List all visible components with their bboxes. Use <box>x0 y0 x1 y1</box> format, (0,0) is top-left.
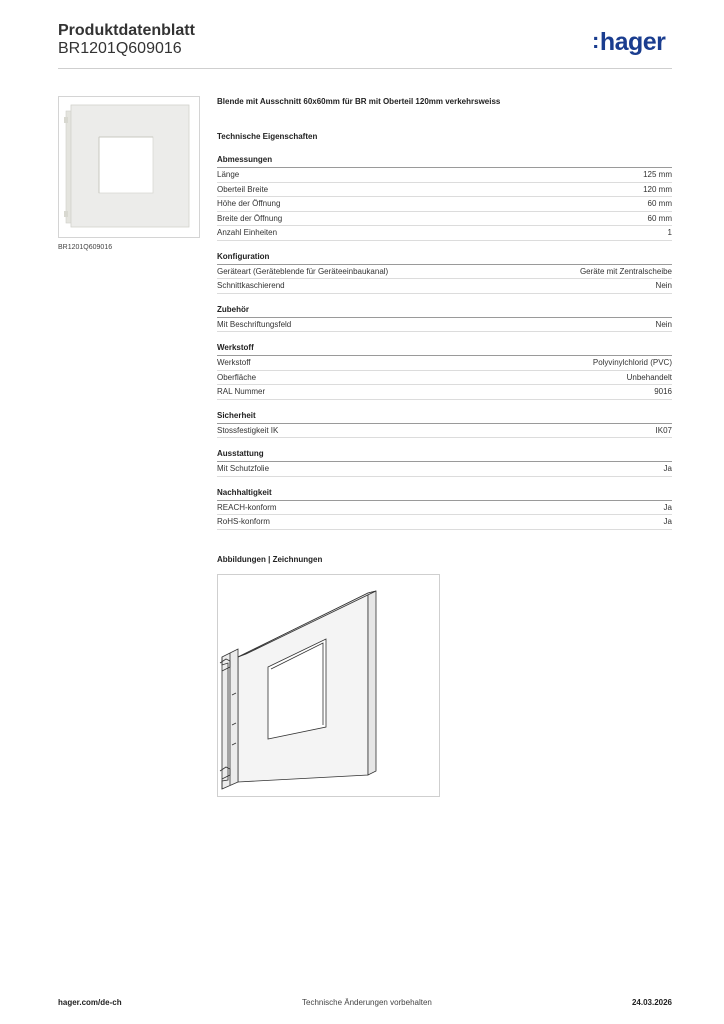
section-title: Werkstoff <box>217 343 672 356</box>
page-title: Produktdatenblatt <box>58 22 195 39</box>
property-value: Unbehandelt <box>626 372 672 382</box>
property-value: 125 mm <box>643 170 672 179</box>
property-label: RAL Nummer <box>217 387 266 396</box>
property-row <box>217 371 672 386</box>
property-value: 60 mm <box>647 199 672 208</box>
property-row <box>217 168 672 183</box>
property-row <box>217 501 672 516</box>
product-thumbnail-image <box>59 97 199 237</box>
property-label: Oberfläche <box>217 372 257 382</box>
property-value: Polyvinylchlorid (PVC) <box>592 358 672 367</box>
property-label: Werkstoff <box>217 358 251 367</box>
property-value: Nein <box>655 281 672 290</box>
technical-drawing-image <box>218 575 439 796</box>
property-label: Breite der Öffnung <box>217 213 283 223</box>
property-row <box>217 318 672 333</box>
property-label: Stossfestigkeit IK <box>217 425 279 435</box>
property-row <box>217 197 672 212</box>
hager-logo <box>592 28 665 57</box>
property-value: Ja <box>663 464 672 473</box>
property-label: Länge <box>217 170 240 179</box>
property-label: REACH-konform <box>217 502 277 512</box>
property-label: Mit Beschriftungsfeld <box>217 319 292 329</box>
property-row <box>217 356 672 371</box>
product-description: Blende mit Ausschnitt 60x60mm für BR mit Oberteil 120mm verkehrsweiss <box>217 97 501 106</box>
property-label: Geräteart (Geräteblende für Geräteeinbaukanal) <box>217 266 389 276</box>
product-thumbnail <box>58 96 200 238</box>
footer-notice: Technische Änderungen vorbehalten <box>302 998 432 1007</box>
logo-text: hager <box>599 28 666 56</box>
header-divider <box>58 68 672 69</box>
property-label: Anzahl Einheiten <box>217 228 278 237</box>
property-row <box>217 265 672 280</box>
section-title: Zubehör <box>217 305 672 318</box>
property-label: RoHS-konform <box>217 517 270 526</box>
property-label: Oberteil Breite <box>217 184 269 194</box>
property-row <box>217 226 672 241</box>
section-sicherheit <box>217 411 672 439</box>
section-abmessungen <box>217 155 672 241</box>
thumbnail-caption: BR1201Q609016 <box>58 244 113 251</box>
product-code: BR1201Q609016 <box>58 40 182 57</box>
section-title: Abmessungen <box>217 155 672 168</box>
footer-website-link[interactable]: hager.com/de-ch <box>58 998 122 1007</box>
tech-heading: Technische Eigenschaften <box>217 132 318 141</box>
property-value: 60 mm <box>647 213 672 223</box>
section-title: Sicherheit <box>217 411 672 424</box>
property-label: Schnittkaschierend <box>217 281 285 290</box>
property-value: 9016 <box>654 387 672 396</box>
property-value: Nein <box>655 319 672 329</box>
property-value: 1 <box>667 228 672 237</box>
property-label: Höhe der Öffnung <box>217 199 281 208</box>
property-value: Ja <box>663 502 672 512</box>
footer-date: 24.03.2026 <box>631 998 672 1007</box>
property-row <box>217 424 672 439</box>
section-title: Ausstattung <box>217 449 672 462</box>
property-row <box>217 515 672 530</box>
section-title: Konfiguration <box>217 252 672 265</box>
main-content <box>217 96 672 541</box>
property-row <box>217 385 672 400</box>
section-ausstattung <box>217 449 672 477</box>
property-row <box>217 279 672 294</box>
logo-mark: : <box>592 28 599 53</box>
property-value: 120 mm <box>643 184 672 194</box>
property-value: IK07 <box>655 425 672 435</box>
technical-drawing <box>217 574 440 797</box>
property-value: Ja <box>663 517 672 526</box>
property-row <box>217 462 672 477</box>
section-title: Nachhaltigkeit <box>217 488 672 501</box>
property-row <box>217 212 672 227</box>
properties-sections <box>217 155 672 530</box>
property-label: Mit Schutzfolie <box>217 464 270 473</box>
property-value: Geräte mit Zentralscheibe <box>579 266 672 276</box>
section-werkstoff <box>217 343 672 400</box>
drawings-heading: Abbildungen | Zeichnungen <box>217 555 323 564</box>
section-zubeh-r <box>217 305 672 333</box>
property-row <box>217 183 672 198</box>
section-konfiguration <box>217 252 672 294</box>
section-nachhaltigkeit <box>217 488 672 530</box>
